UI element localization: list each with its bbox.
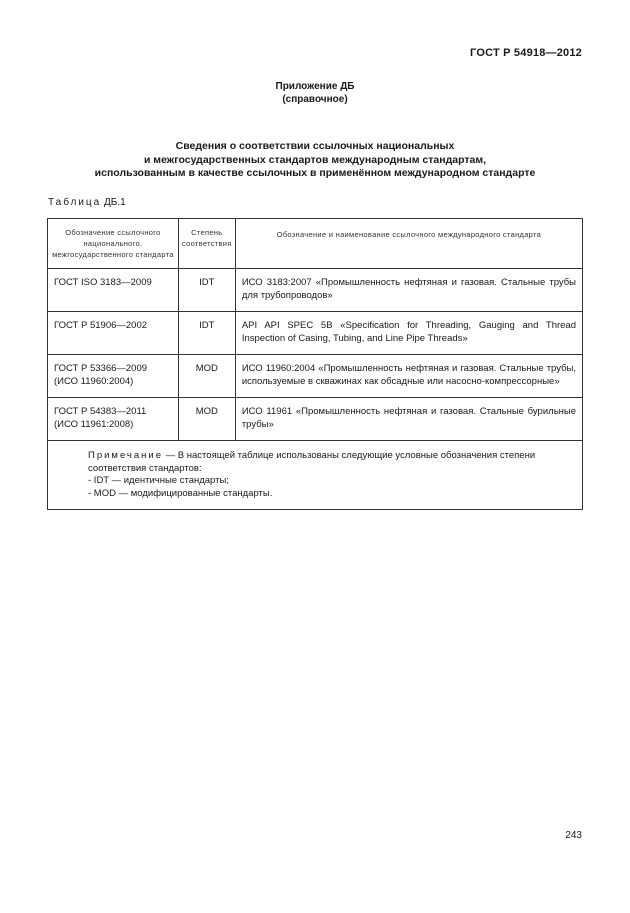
note-item: - IDT — идентичные стандарты; bbox=[88, 475, 229, 486]
cell-international: ИСО 11961 «Промышленность нефтяная и газовая. Стальные бурильные трубы» bbox=[235, 398, 582, 441]
cell-national: ГОСТ Р 53366—2009 (ИСО 11960:2004) bbox=[48, 355, 179, 398]
note-item: - MOD — модифицированные стандарты. bbox=[88, 487, 273, 499]
cell-international: ИСО 3183:2007 «Промышленность нефтяная и газовая. Стальные трубы для трубопроводов» bbox=[235, 269, 582, 312]
cell-national: ГОСТ Р 54383—2011 (ИСО 11961:2008) bbox=[48, 398, 179, 441]
cell-national: ГОСТ Р 51906—2002 bbox=[48, 312, 179, 355]
header-degree: Степень соответствия bbox=[178, 219, 235, 269]
table-caption bbox=[48, 197, 126, 208]
cell-international: ИСО 11960:2004 «Промышленность нефтяная и газовая. Стальные трубы, используемые в скважинах как обсадные или насосно-компрессорные» bbox=[235, 355, 582, 398]
document-code: ГОСТ Р 54918—2012 bbox=[470, 47, 582, 59]
cell-degree: IDT bbox=[178, 312, 235, 355]
cell-degree: MOD bbox=[178, 355, 235, 398]
table-row bbox=[48, 269, 583, 312]
header-national-standard: Обозначение ссылочного национального, межгосударственного стандарта bbox=[48, 219, 179, 269]
page-number: 243 bbox=[565, 830, 582, 841]
cell-degree: MOD bbox=[178, 398, 235, 441]
title-line: использованным в качестве ссылочных в применённом международном стандарте bbox=[94, 167, 536, 179]
title-line: и межгосударственных стандартов международным стандартам, bbox=[143, 153, 487, 166]
standards-table bbox=[47, 218, 583, 510]
annex-heading bbox=[0, 80, 630, 106]
section-title bbox=[60, 140, 570, 181]
table-row bbox=[48, 398, 583, 441]
note-body: — В настоящей таблице использованы следующие условные обозначения степени соответствия стандартов: bbox=[88, 450, 536, 474]
note-label: Примечание bbox=[88, 450, 163, 461]
cell-international: API API SPEC 5B «Specification for Threading, Gauging and Thread Inspection of Casing, Tubing, and Line Pipe Threads» bbox=[235, 312, 582, 355]
table-header-row bbox=[48, 219, 583, 269]
cell-degree: IDT bbox=[178, 269, 235, 312]
table-note bbox=[48, 441, 583, 510]
header-international-standard: Обозначение и наименование ссылочного международного стандарта bbox=[235, 219, 582, 269]
table-caption-number: ДБ.1 bbox=[104, 197, 126, 208]
title-line: Сведения о соответствии ссылочных национальных bbox=[175, 140, 455, 152]
note-text bbox=[58, 450, 572, 475]
annex-kind: (справочное) bbox=[282, 94, 348, 105]
annex-title: Приложение ДБ bbox=[275, 81, 355, 92]
cell-national: ГОСТ ISO 3183—2009 bbox=[48, 269, 179, 312]
table-caption-word: Таблица bbox=[48, 197, 102, 208]
table-row bbox=[48, 355, 583, 398]
table-row bbox=[48, 312, 583, 355]
table-note-row bbox=[48, 441, 583, 510]
